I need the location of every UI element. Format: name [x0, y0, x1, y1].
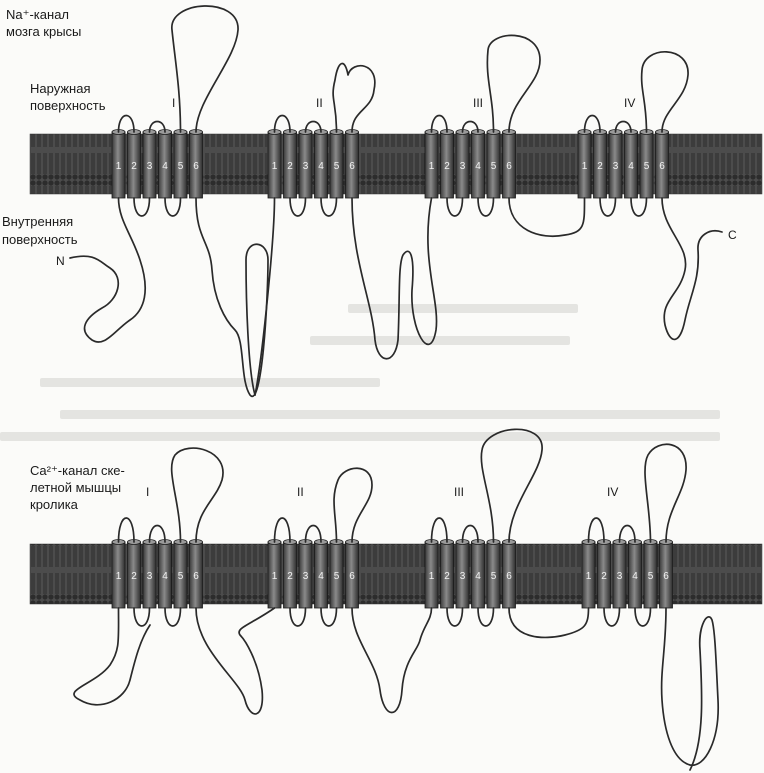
intracellular-loop: [165, 198, 181, 216]
intracellular-loop: [631, 198, 647, 216]
outer-surface-line1: Наружная: [30, 81, 91, 96]
intracellular-loop: [321, 198, 337, 216]
pore-loop-domain-1: [172, 6, 238, 132]
segment-number: 2: [597, 161, 603, 172]
n-terminus-tail: [70, 198, 145, 342]
intracellular-loop: [478, 608, 494, 626]
segment-number: 3: [302, 571, 309, 582]
segment-number: 1: [271, 571, 278, 582]
segment-number: 3: [616, 571, 623, 582]
segment-number: 5: [333, 161, 340, 172]
top-title-line1: Na⁺-канал: [6, 7, 70, 22]
segment-number: 5: [490, 571, 497, 582]
segment-number: 2: [287, 571, 293, 582]
intracellular-loop: [321, 608, 337, 626]
segment-number: 4: [318, 161, 324, 172]
linker-III-IV: [509, 608, 589, 637]
segment-number: 6: [506, 571, 512, 582]
intracellular-loop: [478, 198, 494, 216]
segment-number: 1: [585, 571, 592, 582]
segment-number: 5: [490, 161, 497, 172]
segment-number: 6: [193, 571, 199, 582]
intracellular-loop: [290, 198, 306, 216]
top-domain-label-1: I: [172, 96, 176, 110]
intracellular-loop: [134, 608, 150, 626]
segment-number: 2: [444, 161, 450, 172]
c-terminus-tail: [662, 198, 722, 339]
c-terminus-tail: [662, 608, 719, 770]
intracellular-loop: [134, 198, 150, 216]
segment-number: 4: [632, 571, 638, 582]
top-domain-label-3: III: [473, 96, 484, 110]
segment-number: 6: [506, 161, 512, 172]
pore-loop-domain-1: [172, 448, 223, 542]
linker-I-II: [196, 608, 275, 714]
pore-loop-domain-4: [645, 444, 686, 542]
pore-loop-domain-3: [487, 35, 540, 132]
segment-number: 1: [115, 571, 122, 582]
segment-number: 3: [146, 161, 153, 172]
segment-number: 3: [302, 161, 309, 172]
segment-number: 6: [659, 161, 665, 172]
intracellular-loop: [290, 608, 306, 626]
bottom-domain-label-1: I: [146, 485, 150, 499]
segment-number: 1: [428, 571, 435, 582]
inner-surface-line2: поверхность: [2, 232, 78, 247]
top-domain-label-2: II: [316, 96, 323, 110]
segment-number: 3: [459, 161, 466, 172]
top-title-line2: мозга крысы: [6, 24, 82, 39]
segment-number: 5: [643, 161, 650, 172]
segment-number: 5: [177, 161, 184, 172]
segment-number: 2: [287, 161, 293, 172]
segment-number: 5: [177, 571, 184, 582]
segment-number: 4: [475, 571, 481, 582]
intracellular-loop: [447, 198, 463, 216]
bottom-title-line3: кролика: [30, 497, 78, 512]
segment-number: 4: [162, 161, 168, 172]
linker-II-III: [352, 198, 437, 359]
segment-number: 1: [581, 161, 588, 172]
pore-loop-domain-4: [642, 52, 688, 132]
segment-number: 4: [162, 571, 168, 582]
intracellular-loop: [447, 608, 463, 626]
intracellular-loop: [635, 608, 651, 626]
segment-number: 1: [428, 161, 435, 172]
segment-number: 4: [475, 161, 481, 172]
extracellular-loop: [119, 518, 135, 542]
pore-loop-domain-2: [333, 64, 375, 132]
segment-number: 3: [459, 571, 466, 582]
extracellular-loop: [589, 518, 605, 542]
intracellular-loop: [165, 608, 181, 626]
segment-number: 3: [146, 571, 153, 582]
bottom-title-line1: Ca²⁺-канал ске-: [30, 463, 125, 478]
segment-number: 6: [663, 571, 669, 582]
segment-number: 2: [131, 571, 137, 582]
segment-number: 4: [318, 571, 324, 582]
linker-III-IV: [509, 198, 585, 236]
segment-number: 2: [131, 161, 137, 172]
bottom-domain-label-2: II: [297, 485, 304, 499]
outer-surface-line2: поверхность: [30, 98, 106, 113]
segment-number: 6: [193, 161, 199, 172]
n-terminus-tail: [74, 608, 150, 705]
c-terminus-label: C: [728, 228, 737, 242]
segment-number: 4: [628, 161, 634, 172]
segment-number: 6: [349, 161, 355, 172]
segment-number: 3: [612, 161, 619, 172]
linker-I-II: [196, 198, 268, 396]
pore-loop-domain-2: [334, 468, 372, 542]
segment-number: 2: [601, 571, 607, 582]
extracellular-loop: [432, 518, 448, 542]
segment-number: 5: [333, 571, 340, 582]
segment-number: 1: [271, 161, 278, 172]
segment-number: 2: [444, 571, 450, 582]
segment-number: 5: [647, 571, 654, 582]
extracellular-loop: [275, 518, 291, 542]
intracellular-loop: [604, 608, 620, 626]
bottom-title-line2: летной мышцы: [30, 480, 122, 495]
intracellular-loop: [600, 198, 616, 216]
linker-II-III: [352, 608, 432, 713]
bottom-domain-label-3: III: [454, 485, 465, 499]
top-domain-label-4: IV: [624, 96, 636, 110]
n-terminus-label: N: [56, 254, 65, 268]
segment-number: 6: [349, 571, 355, 582]
linker-I-II-join: [255, 198, 275, 395]
pore-loop-domain-3: [481, 429, 542, 542]
segment-number: 1: [115, 161, 122, 172]
bottom-domain-label-4: IV: [607, 485, 619, 499]
inner-surface-line1: Внутренняя: [2, 214, 74, 229]
